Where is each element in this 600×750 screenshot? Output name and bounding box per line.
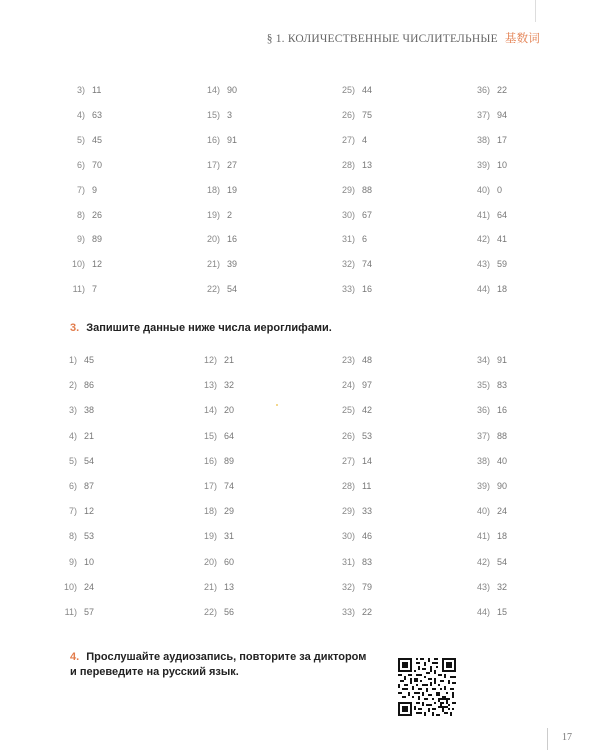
- exercise-item: [70, 182, 97, 198]
- exercise-item: [205, 256, 237, 272]
- item-index: 8): [76, 209, 85, 220]
- item-value: 24: [84, 581, 95, 592]
- item-index: 5): [68, 455, 77, 466]
- item-value: 9: [92, 184, 98, 195]
- item-value: 7: [92, 284, 98, 295]
- exercise-item: [475, 256, 507, 272]
- item-index: 31): [341, 556, 355, 567]
- exercise-item: [202, 554, 234, 570]
- item-value: 54: [84, 455, 95, 466]
- exercise-item: [70, 281, 97, 297]
- exercise-item: [62, 528, 94, 544]
- item-index: 14): [203, 405, 217, 416]
- exercise-item: [340, 82, 372, 98]
- item-index: 35): [476, 380, 490, 391]
- exercise-item: [340, 377, 372, 393]
- item-index: 12): [203, 355, 217, 365]
- item-value: 91: [497, 355, 508, 365]
- item-value: 32: [497, 581, 508, 592]
- item-index: 20): [203, 556, 217, 567]
- item-index: 41): [476, 531, 490, 542]
- exercise-item: [70, 256, 102, 272]
- exercise-item: [70, 157, 102, 173]
- item-index: 4): [76, 109, 85, 120]
- exercise-item: [62, 478, 94, 494]
- exercise-item: [475, 182, 502, 198]
- item-value: 19: [227, 184, 238, 195]
- item-index: 28): [341, 159, 355, 170]
- item-value: 33: [362, 506, 373, 517]
- exercise-item: [62, 554, 94, 570]
- item-index: 41): [476, 209, 490, 220]
- item-value: 75: [362, 109, 373, 120]
- item-value: 64: [224, 430, 235, 441]
- exercise-item: [340, 281, 372, 297]
- exercise-item: [205, 182, 237, 198]
- item-value: 22: [362, 607, 373, 617]
- item-index: 17): [206, 159, 220, 170]
- item-value: 45: [84, 355, 95, 365]
- item-index: 28): [341, 481, 355, 491]
- qr-code-icon[interactable]: [398, 658, 456, 716]
- item-value: 11: [92, 85, 102, 95]
- item-value: 91: [227, 134, 238, 145]
- item-index: 31): [341, 234, 355, 245]
- item-index: 36): [476, 405, 490, 416]
- item-value: 26: [92, 209, 103, 220]
- item-value: 11: [362, 481, 372, 491]
- exercise-item: [475, 428, 507, 444]
- item-index: 29): [341, 184, 355, 195]
- item-index: 27): [341, 134, 355, 145]
- item-value: 74: [224, 481, 235, 491]
- item-value: 88: [497, 430, 508, 441]
- exercise-item: [340, 157, 372, 173]
- item-value: 3: [227, 109, 233, 120]
- exercise-item: [202, 377, 234, 393]
- item-value: 90: [227, 85, 238, 95]
- item-index: 19): [206, 209, 220, 220]
- exercise-item: [202, 352, 234, 368]
- item-index: 43): [476, 259, 490, 270]
- item-index: 15): [206, 109, 220, 120]
- exercise-item: [340, 182, 372, 198]
- item-value: 83: [497, 380, 508, 391]
- item-index: 13): [203, 380, 217, 391]
- item-value: 41: [497, 234, 508, 245]
- item-value: 64: [497, 209, 508, 220]
- item-value: 79: [362, 581, 373, 592]
- exercise-item: [202, 453, 234, 469]
- item-index: 11): [64, 607, 77, 617]
- item-index: 15): [203, 430, 217, 441]
- exercise-item: [475, 604, 507, 620]
- item-index: 18): [203, 506, 217, 517]
- item-index: 32): [341, 581, 355, 592]
- item-value: 10: [497, 159, 508, 170]
- item-index: 38): [476, 455, 490, 466]
- item-value: 4: [362, 134, 368, 145]
- item-index: 37): [476, 109, 490, 120]
- item-value: 44: [362, 85, 373, 95]
- item-index: 17): [203, 481, 217, 491]
- item-value: 13: [362, 159, 373, 170]
- exercise-item: [475, 231, 507, 247]
- item-index: 11): [72, 284, 85, 295]
- item-index: 21): [203, 581, 217, 592]
- item-value: 16: [362, 284, 373, 295]
- item-index: 6): [68, 481, 77, 491]
- exercise-item: [475, 352, 507, 368]
- footer-divider: [547, 728, 548, 750]
- item-index: 4): [68, 430, 77, 441]
- exercise-item: [475, 107, 507, 123]
- item-value: 16: [497, 405, 508, 416]
- item-value: 31: [224, 531, 235, 542]
- item-value: 89: [224, 455, 235, 466]
- item-value: 70: [92, 159, 103, 170]
- item-value: 88: [362, 184, 373, 195]
- item-value: 38: [84, 405, 95, 416]
- item-index: 1): [68, 355, 77, 365]
- item-value: 40: [497, 455, 508, 466]
- item-value: 21: [84, 430, 95, 441]
- item-index: 43): [476, 581, 490, 592]
- exercise-item: [340, 554, 372, 570]
- item-index: 10): [71, 259, 85, 270]
- exercise-item: [202, 478, 234, 494]
- item-index: 10): [63, 581, 77, 592]
- item-value: 20: [224, 405, 235, 416]
- item-value: 53: [362, 430, 373, 441]
- item-index: 26): [341, 109, 355, 120]
- exercise-item: [62, 579, 94, 595]
- item-value: 15: [497, 607, 508, 617]
- item-index: 34): [476, 355, 490, 365]
- item-value: 53: [84, 531, 95, 542]
- item-index: 7): [68, 506, 77, 517]
- exercise-item: [70, 82, 101, 98]
- exercise-item: [475, 402, 507, 418]
- exercise-item: [475, 157, 507, 173]
- exercise-item: [340, 256, 372, 272]
- exercise-item: [340, 503, 372, 519]
- page-header: [267, 30, 540, 46]
- item-index: 23): [341, 355, 355, 365]
- item-index: 2): [68, 380, 77, 391]
- item-index: 42): [476, 234, 490, 245]
- item-value: 32: [224, 380, 235, 391]
- exercise-item: [62, 377, 94, 393]
- exercise-item: [475, 207, 507, 223]
- item-value: 94: [497, 109, 508, 120]
- task-3-heading: [70, 322, 332, 334]
- exercise-item: [62, 503, 94, 519]
- exercise-item: [475, 82, 507, 98]
- exercise-item: [475, 554, 507, 570]
- item-index: 40): [476, 506, 490, 517]
- item-index: 19): [203, 531, 217, 542]
- item-value: 12: [92, 259, 103, 270]
- exercise-item: [340, 231, 367, 247]
- item-value: 18: [497, 284, 508, 295]
- item-index: 26): [341, 430, 355, 441]
- exercise-item: [202, 528, 234, 544]
- exercise-item: [205, 157, 237, 173]
- exercise-item: [340, 453, 372, 469]
- task-4-line1: Прослушайте аудиозапись, повторите за диктором: [86, 651, 367, 663]
- item-value: 18: [497, 531, 508, 542]
- item-index: 8): [68, 531, 77, 542]
- exercise-item: [340, 402, 372, 418]
- item-index: 3): [76, 85, 85, 95]
- item-value: 54: [497, 556, 508, 567]
- exercise-item: [62, 352, 94, 368]
- item-value: 57: [84, 607, 95, 617]
- exercise-item: [202, 402, 234, 418]
- exercise-item: [340, 579, 372, 595]
- page-number: 17: [562, 732, 572, 743]
- item-value: 0: [497, 184, 503, 195]
- item-index: 33): [341, 284, 355, 295]
- item-value: 46: [362, 531, 373, 542]
- item-index: 3): [68, 405, 77, 416]
- task-4-heading: [70, 650, 366, 680]
- exercise-item: [70, 107, 102, 123]
- exercise-item: [205, 281, 237, 297]
- item-index: 20): [206, 234, 220, 245]
- exercise-item: [62, 402, 94, 418]
- exercise-item: [475, 528, 507, 544]
- item-value: 39: [227, 259, 238, 270]
- item-index: 37): [476, 430, 490, 441]
- item-index: 16): [206, 134, 220, 145]
- exercise-item: [202, 579, 234, 595]
- item-value: 89: [92, 234, 103, 245]
- item-index: 33): [341, 607, 355, 617]
- item-value: 27: [227, 159, 238, 170]
- item-index: 14): [206, 85, 220, 95]
- exercise-item: [340, 604, 372, 620]
- exercise-item: [475, 579, 507, 595]
- exercise-item: [340, 107, 372, 123]
- exercise-item: [205, 82, 237, 98]
- item-value: 17: [497, 134, 508, 145]
- item-value: 24: [497, 506, 508, 517]
- exercise-item: [475, 281, 507, 297]
- item-value: 60: [224, 556, 235, 567]
- exercise-item: [340, 207, 372, 223]
- item-index: 30): [341, 531, 355, 542]
- item-value: 13: [224, 581, 235, 592]
- item-index: 7): [76, 184, 85, 195]
- item-index: 32): [341, 259, 355, 270]
- item-index: 22): [206, 284, 220, 295]
- item-value: 63: [92, 109, 103, 120]
- exercise-item: [475, 503, 507, 519]
- item-value: 45: [92, 134, 103, 145]
- exercise-item: [62, 453, 94, 469]
- item-value: 56: [224, 607, 235, 617]
- item-index: 39): [476, 159, 490, 170]
- item-value: 67: [362, 209, 373, 220]
- item-value: 10: [84, 556, 95, 567]
- exercise-item: [205, 207, 232, 223]
- item-value: 83: [362, 556, 373, 567]
- item-value: 21: [224, 355, 235, 365]
- item-index: 5): [76, 134, 85, 145]
- item-value: 14: [362, 455, 373, 466]
- item-index: 24): [341, 380, 355, 391]
- item-index: 22): [203, 607, 217, 617]
- item-index: 21): [206, 259, 220, 270]
- item-value: 6: [362, 234, 368, 245]
- item-value: 29: [224, 506, 235, 517]
- exercise-item: [340, 528, 372, 544]
- exercise-item: [202, 503, 234, 519]
- header-divider: [535, 0, 536, 22]
- exercise-item: [202, 604, 234, 620]
- item-value: 22: [497, 85, 508, 95]
- exercise-item: [205, 231, 237, 247]
- decorative-dot: [276, 404, 278, 406]
- exercise-item: [62, 428, 94, 444]
- exercise-item: [70, 231, 102, 247]
- exercise-item: [340, 132, 367, 148]
- item-value: 2: [227, 209, 233, 220]
- item-index: 6): [76, 159, 85, 170]
- item-index: 38): [476, 134, 490, 145]
- exercise-item: [202, 428, 234, 444]
- item-value: 48: [362, 355, 373, 365]
- exercise-item: [340, 478, 371, 494]
- header-title-cn: 基数词: [504, 33, 540, 45]
- task-3-text: Запишите данные ниже числа иероглифами.: [86, 322, 332, 334]
- item-index: 44): [476, 284, 490, 295]
- exercise-item: [205, 132, 237, 148]
- item-index: 25): [341, 85, 355, 95]
- header-title: § 1. КОЛИЧЕСТВЕННЫЕ ЧИСЛИТЕЛЬНЫЕ: [266, 33, 498, 45]
- item-index: 42): [476, 556, 490, 567]
- item-value: 42: [362, 405, 373, 416]
- item-index: 18): [206, 184, 220, 195]
- exercise-item: [475, 377, 507, 393]
- task-4-line2: и переведите на русский язык.: [70, 666, 239, 678]
- item-index: 30): [341, 209, 355, 220]
- item-value: 16: [227, 234, 238, 245]
- exercise-item: [340, 352, 372, 368]
- exercise-item: [70, 132, 102, 148]
- exercise-item: [70, 207, 102, 223]
- item-index: 36): [476, 85, 490, 95]
- exercise-item: [62, 604, 94, 620]
- item-value: 54: [227, 284, 238, 295]
- exercise-item: [205, 107, 232, 123]
- item-index: 29): [341, 506, 355, 517]
- exercise-item: [340, 428, 372, 444]
- item-value: 97: [362, 380, 373, 391]
- item-index: 16): [203, 455, 217, 466]
- item-value: 90: [497, 481, 508, 491]
- exercise-item: [475, 453, 507, 469]
- item-index: 9): [76, 234, 85, 245]
- item-index: 25): [341, 405, 355, 416]
- task-3-number: 3.: [70, 322, 80, 334]
- task-4-number: 4.: [70, 651, 80, 663]
- item-value: 12: [84, 506, 95, 517]
- exercise-item: [475, 478, 507, 494]
- item-value: 74: [362, 259, 373, 270]
- item-index: 39): [476, 481, 490, 491]
- item-index: 9): [68, 556, 77, 567]
- exercise-item: [475, 132, 507, 148]
- item-value: 87: [84, 481, 95, 491]
- item-index: 40): [476, 184, 490, 195]
- item-index: 27): [341, 455, 355, 466]
- item-value: 59: [497, 259, 508, 270]
- item-value: 86: [84, 380, 95, 391]
- item-index: 44): [476, 607, 490, 617]
